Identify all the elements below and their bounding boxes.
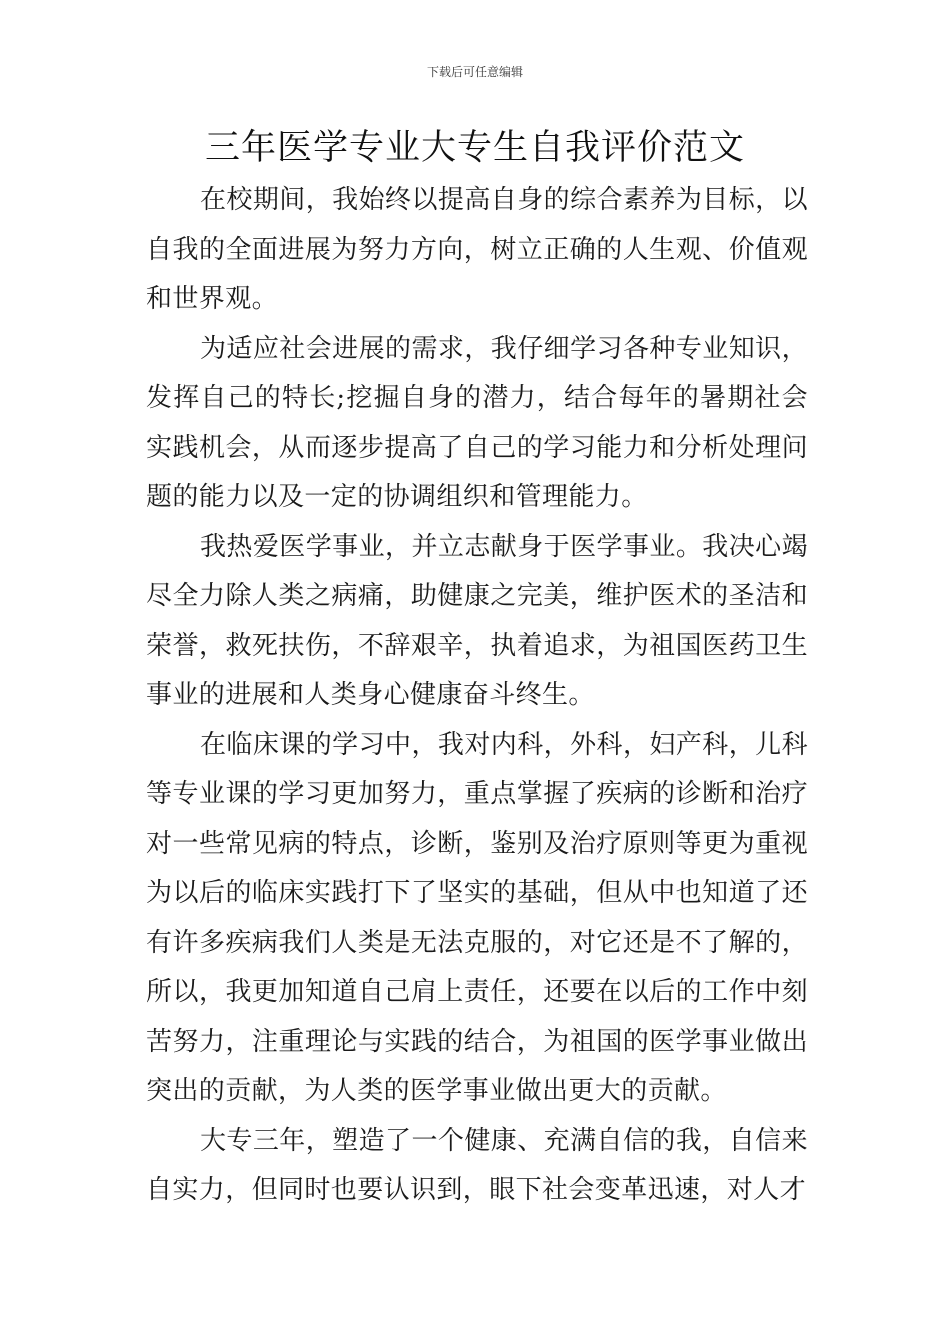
paragraph-2: 为适应社会进展的需求，我仔细学习各种专业知识，发挥自己的特长;挖掘自身的潜力，结合每年的暑期社会实践机会，从而逐步提高了自己的学习能力和分析处理问题的能力以及一定的协调组织和管理能力。 bbox=[146, 333, 808, 512]
paragraph-1: 在校期间，我始终以提高自身的综合素养为目标，以自我的全面进展为努力方向，树立正确的人生观、价值观和世界观。 bbox=[146, 185, 808, 314]
paragraph-5: 大专三年，塑造了一个健康、充满自信的我，自信来自实力，但同时也要认识到，眼下社会变革迅速，对人才 bbox=[146, 1125, 808, 1205]
paragraph-4: 在临床课的学习中，我对内科，外科，妇产科，儿科等专业课的学习更加努力，重点掌握了疾病的诊断和治疗对一些常见病的特点，诊断，鉴别及治疗原则等更为重视为以后的临床实践打下了坚实的基础，但从中也知道了还有许多疾病我们人类是无法克服的，对它还是不了解的，所以，我更加知道自己肩上责任，还要在以后的工作中刻苦努力，注重理论与实践的结合，为祖国的医学事业做出突出的贡献，为人类的医学事业做出更大的贡献。 bbox=[146, 729, 808, 1106]
header-note: 下载后可任意编辑 bbox=[426, 65, 523, 79]
document-body bbox=[146, 176, 808, 1216]
paragraph-3: 我热爱医学事业，并立志献身于医学事业。我决心竭尽全力除人类之病痛，助健康之完美，维护医术的圣洁和荣誉，救死扶伤，不辞艰辛，执着追求，为祖国医药卫生事业的进展和人类身心健康奋斗终生。 bbox=[146, 531, 808, 710]
document-title: 三年医学专业大专生自我评价范文 bbox=[204, 128, 745, 168]
